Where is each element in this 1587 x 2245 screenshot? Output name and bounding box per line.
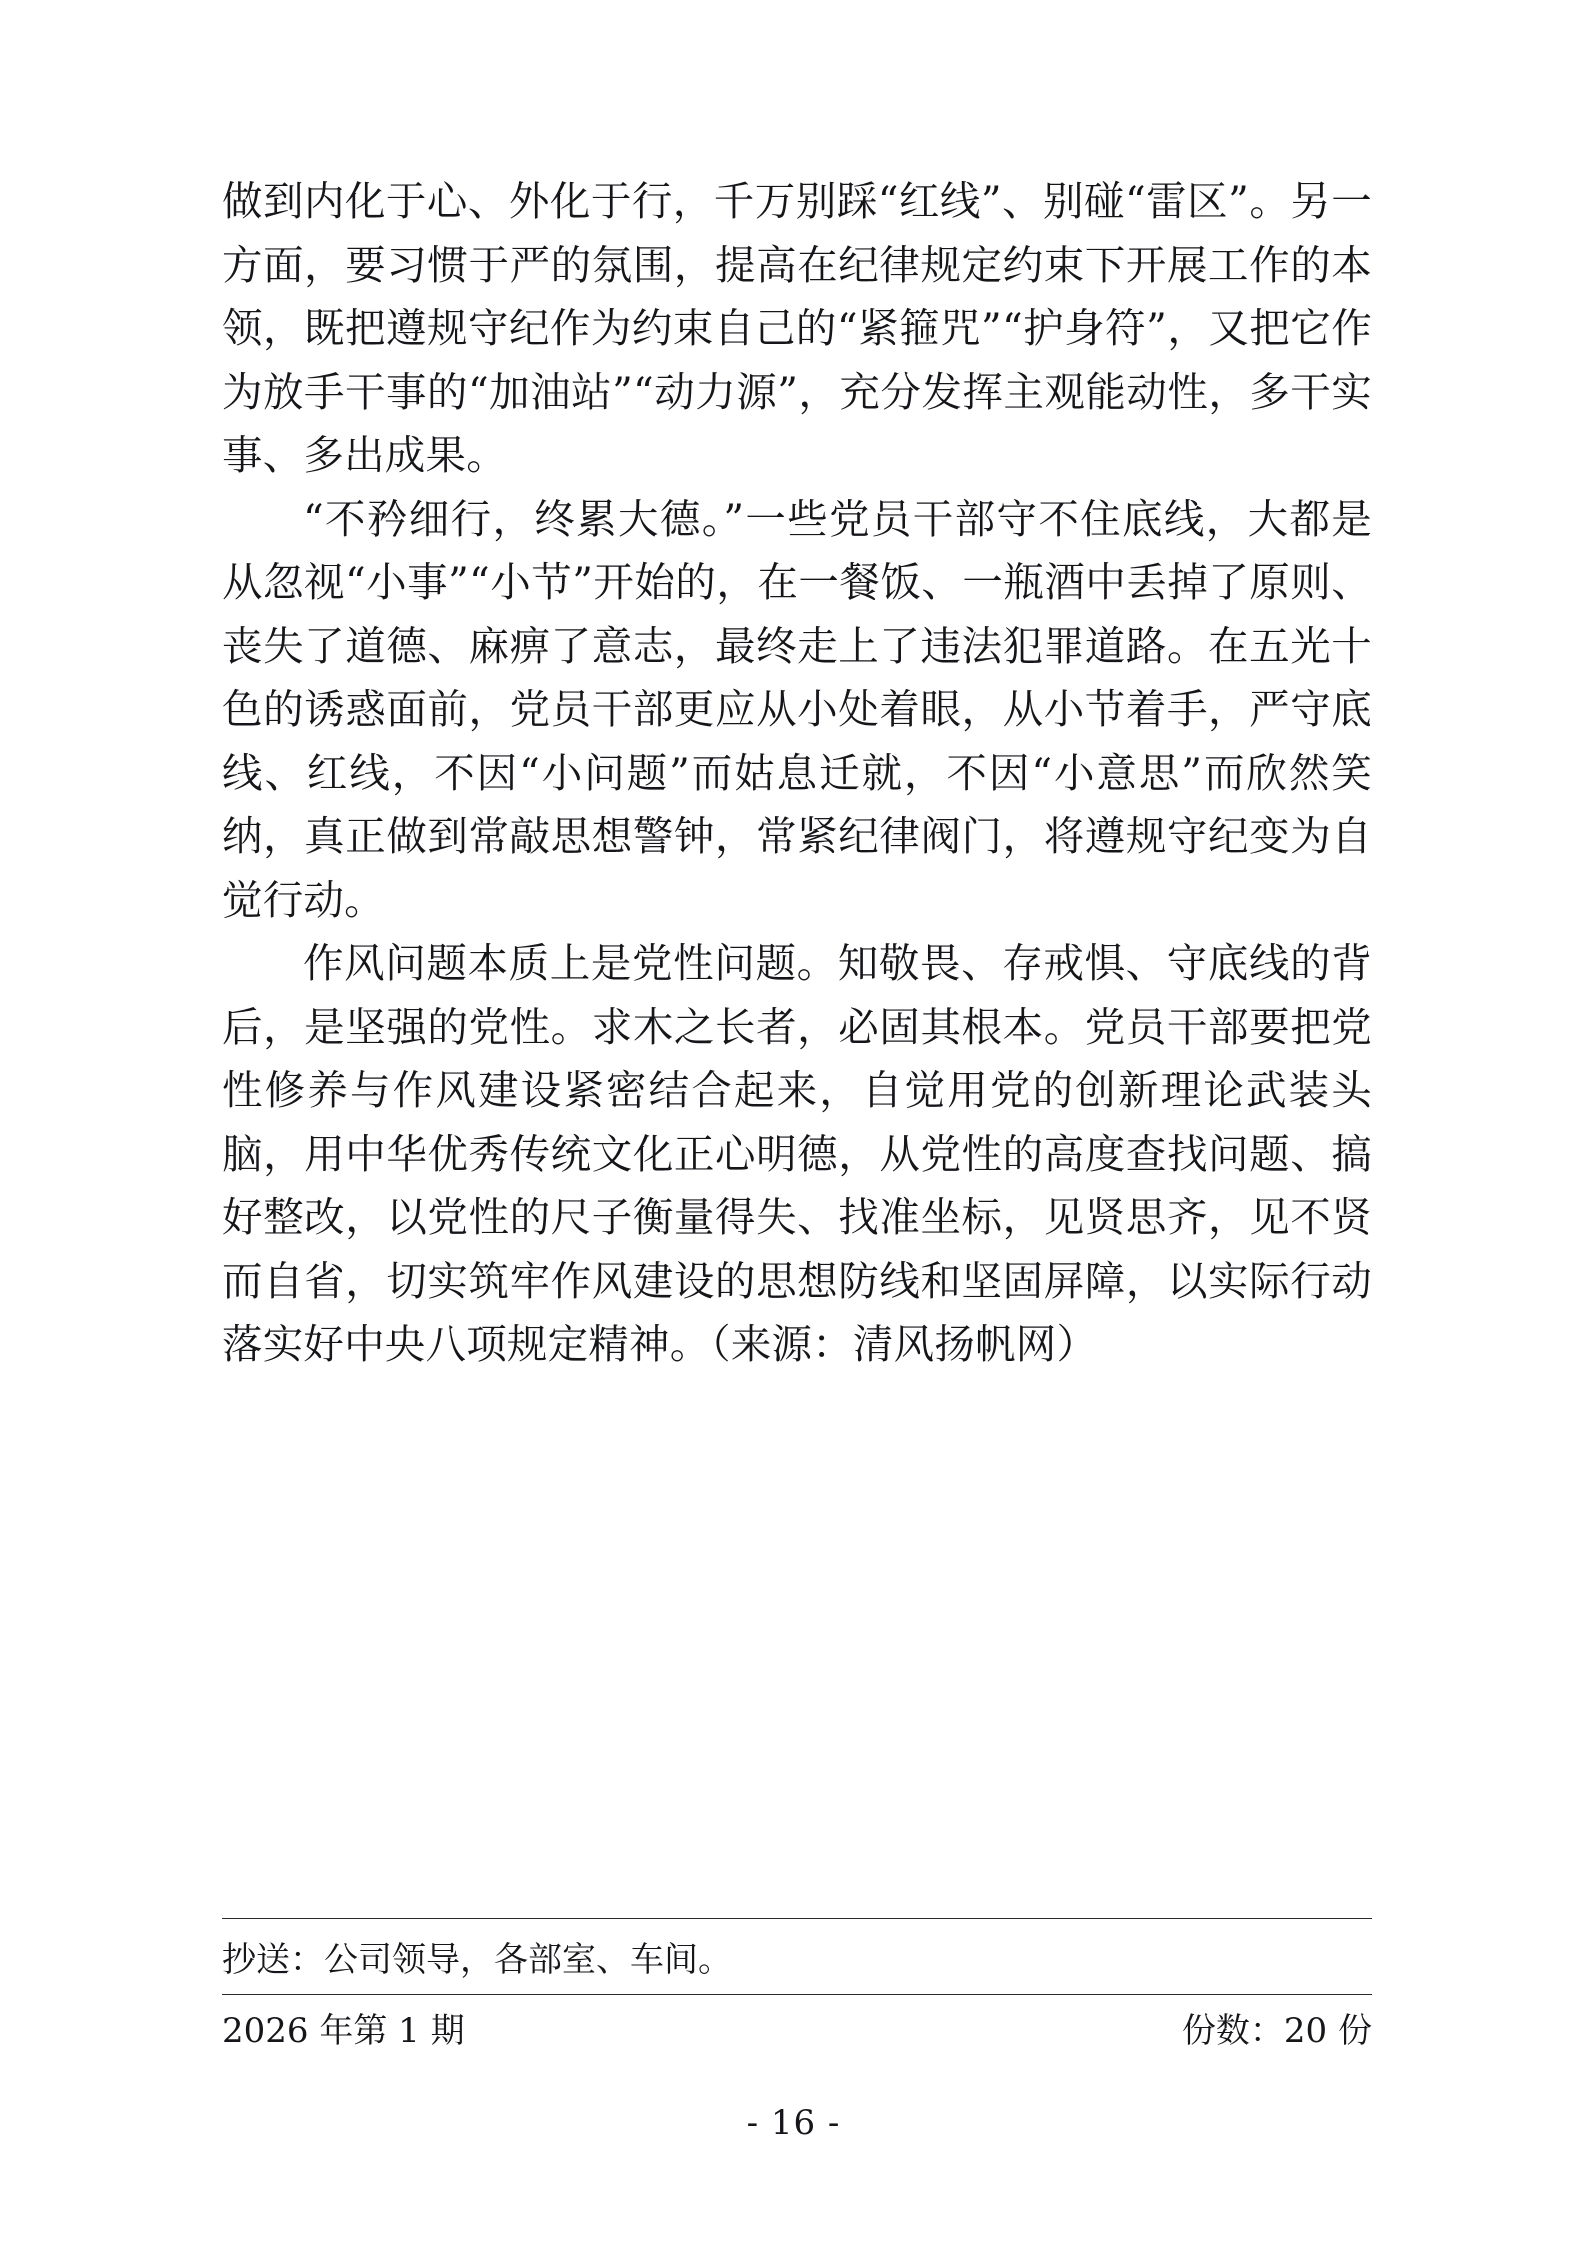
- document-footer: [222, 1918, 1372, 2053]
- footer-distribution: 抄送：公司领导，各部室、车间。: [222, 1940, 732, 1980]
- paragraph-2: “不矜细行，终累大德。”一些党员干部守不住底线，大都是从忽视“小事”“小节”开始的，在一餐饭、一瓶酒中丢掉了原则、丧失了道德、麻痹了意志，最终走上了违法犯罪道路。在五光十色的诱惑面前，党员干部更应从小处着眼，从小节着手，严守底线、红线，不因“小问题”而姑息迁就，不因“小意思”而欣然笑纳，真正做到常敲思想警钟，常紧纪律阀门，将遵规守纪变为自觉行动。: [222, 494, 1372, 924]
- footer-meta-row: [222, 2009, 1372, 2053]
- paragraph-3: 作风问题本质上是党性问题。知敬畏、存戒惧、守底线的背后，是坚强的党性。求木之长者，必固其根本。党员干部要把党性修养与作风建设紧密结合起来，自觉用党的创新理论武装头脑，用中华优秀传统文化正心明德，从党性的高度查找问题、搞好整改，以党性的尺子衡量得失、找准坐标，见贤思齐，见不贤而自省，切实筑牢作风建设的思想防线和坚固屏障，以实际行动落实好中央八项规定精神。（来源：清风扬帆网）: [222, 939, 1372, 1368]
- page-number: - 16 -: [746, 2103, 841, 2143]
- footer-divider-top: [222, 1918, 1372, 1919]
- footer-copies: 份数：20 份: [1181, 2011, 1372, 2051]
- footer-divider-bottom: [222, 1994, 1372, 1995]
- document-body: [222, 170, 1372, 1377]
- footer-issue: 2026 年第 1 期: [222, 2011, 465, 2051]
- paragraph-1: 做到内化于心、外化于行，千万别踩“红线”、别碰“雷区”。另一方面，要习惯于严的氛围，提高在纪律规定约束下开展工作的本领，既把遵规守纪作为约束自己的“紧箍咒”“护身符”，又把它作为放手干事的“加油站”“动力源”，充分发挥主观能动性，多干实事、多出成果。: [222, 177, 1372, 479]
